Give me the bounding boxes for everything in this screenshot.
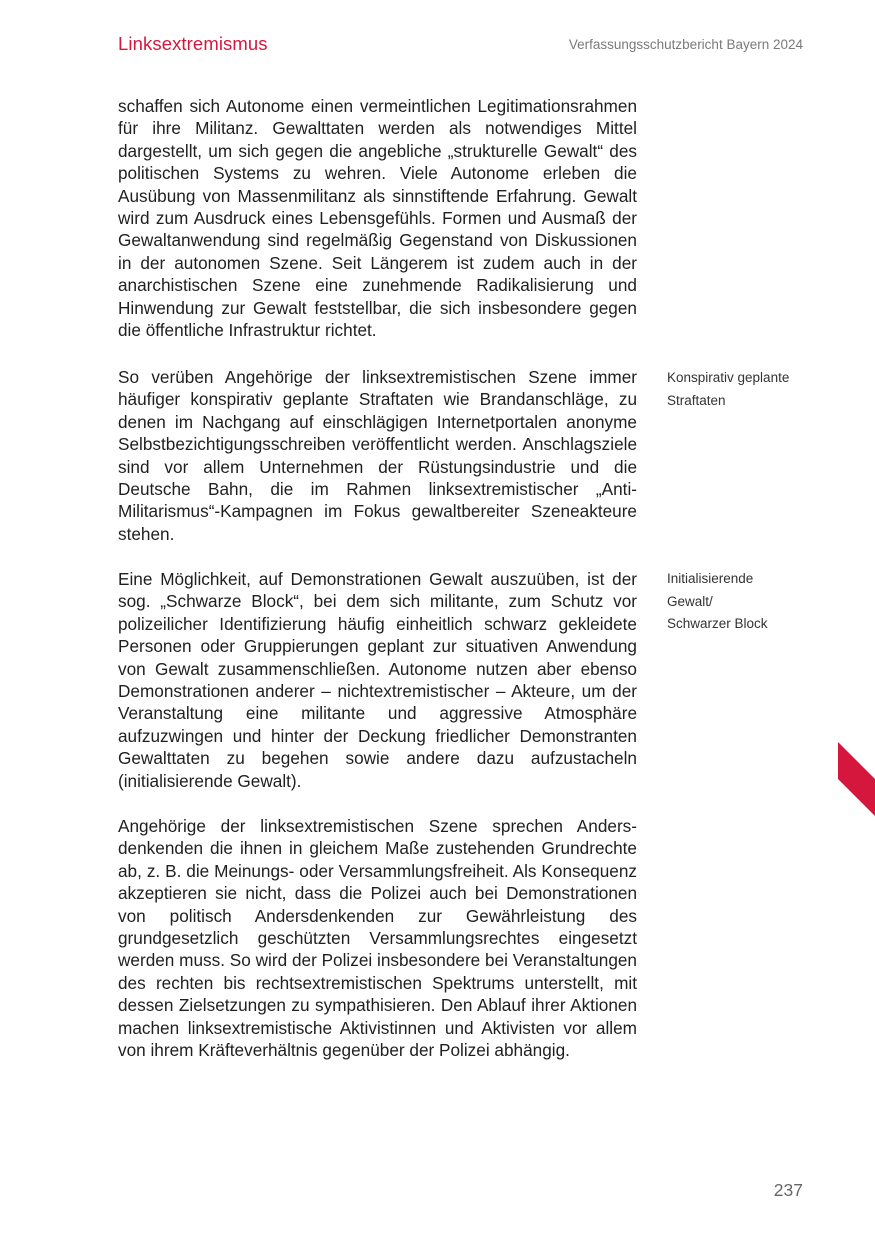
running-head: Verfassungsschutzbericht Bayern 2024 (568, 37, 803, 52)
margin-note-line: Schwarzer Block (667, 616, 768, 631)
margin-note-konspirativ (667, 367, 817, 412)
margin-note-line: Straftaten (667, 392, 726, 408)
body-paragraph-3: Eine Möglichkeit, auf Demonstrationen Gewalt auszuüben, ist der sog. „Schwarze Block“, bei dem sich militante, zum Schutz vor polizeilicher Identifizierung häufig einheitlich schwarz gekleidete Personen oder Gruppierungen geplant zur situativen Anwendung von Gewalt zusammenschließen. Autonome nutzen aber ebenso Demonstrationen anderer – nichtextremistischer – Akteure, um der Veranstaltung eine militante und aggressive Atmosphäre aufzuzwingen und hinter der Deckung friedlicher Demonstranten Gewalttaten zu begehen sowie andere dazu aufzustacheln (initialisierende Gewalt). (118, 569, 637, 791)
body-paragraph-1: schaffen sich Autonome einen vermeintlichen Legitimationsrahmen für ihre Militanz. Gewalttaten werden als notwendiges Mittel dargestellt, um sich gegen die angebliche „strukturelle Gewalt“ des politischen Systems zu wehren. Viele Autonome erleben die Ausübung von Massenmilitanz als sinnstiftende Erfahrung. Gewalt wird zum Ausdruck eines Lebensgefühls. Formen und Ausmaß der Gewaltanwendung sind regelmäßig Gegenstand von Diskussionen in der autonomen Szene. Seit Längerem ist zudem auch in der anarchistischen Szene eine zunehmende Radikalisierung und Hinwendung zur Gewalt feststellbar, die sich insbesondere gegen die öffentliche Infrastruktur richtet. (118, 96, 637, 341)
margin-note-line: Gewalt/ (667, 593, 713, 609)
margin-note-schwarzer-block (667, 568, 817, 636)
page-number: 237 (773, 1180, 803, 1200)
chapter-tab-marker (838, 742, 875, 816)
body-paragraph-4: Angehörige der linksextremistischen Szene sprechen Andersdenkenden die ihnen in gleichem Maße zustehenden Grundrechte ab, z. B. die Meinungs- oder Versammlungsfreiheit. Als Konsequenz akzeptieren sie nicht, dass die Polizei auch bei Demonstrationen von politisch Andersdenkenden zur Gewährleistung des grundgesetzlich geschützten Versammlungsrechtes eingesetzt werden muss. So wird der Polizei insbesondere bei Veranstaltungen des rechten bis rechtsextremistischen Spektrums unterstellt, mit dessen Zielsetzungen zu sympathisieren. Den Ablauf ihrer Aktionen machen linksextremistische Aktivistinnen und Aktivisten vor allem von ihrem Kräfteverhältnis gegenüber der Polizei abhängig. (118, 816, 637, 1061)
margin-note-line: Konspirativ geplante (667, 370, 790, 385)
body-paragraph-2: So verüben Angehörige der linksextremistischen Szene immer häufiger konspirativ geplante Straftaten wie Brandanschläge, zu denen im Nachgang auf einschlägigen Internetportalen anonyme Selbstbezichtigungsschreiben veröffentlicht werden. Anschlagsziele sind vor allem Unternehmen der Rüstungsindustrie und die Deutsche Bahn, die im Rahmen linksextremistischer „Anti-Militarismus“-Kampagnen im Fokus gewaltbereiter Szeneakteure stehen. (118, 367, 637, 544)
section-title: Linksextremismus (118, 33, 268, 54)
margin-note-line: Initialisierende (667, 571, 754, 586)
